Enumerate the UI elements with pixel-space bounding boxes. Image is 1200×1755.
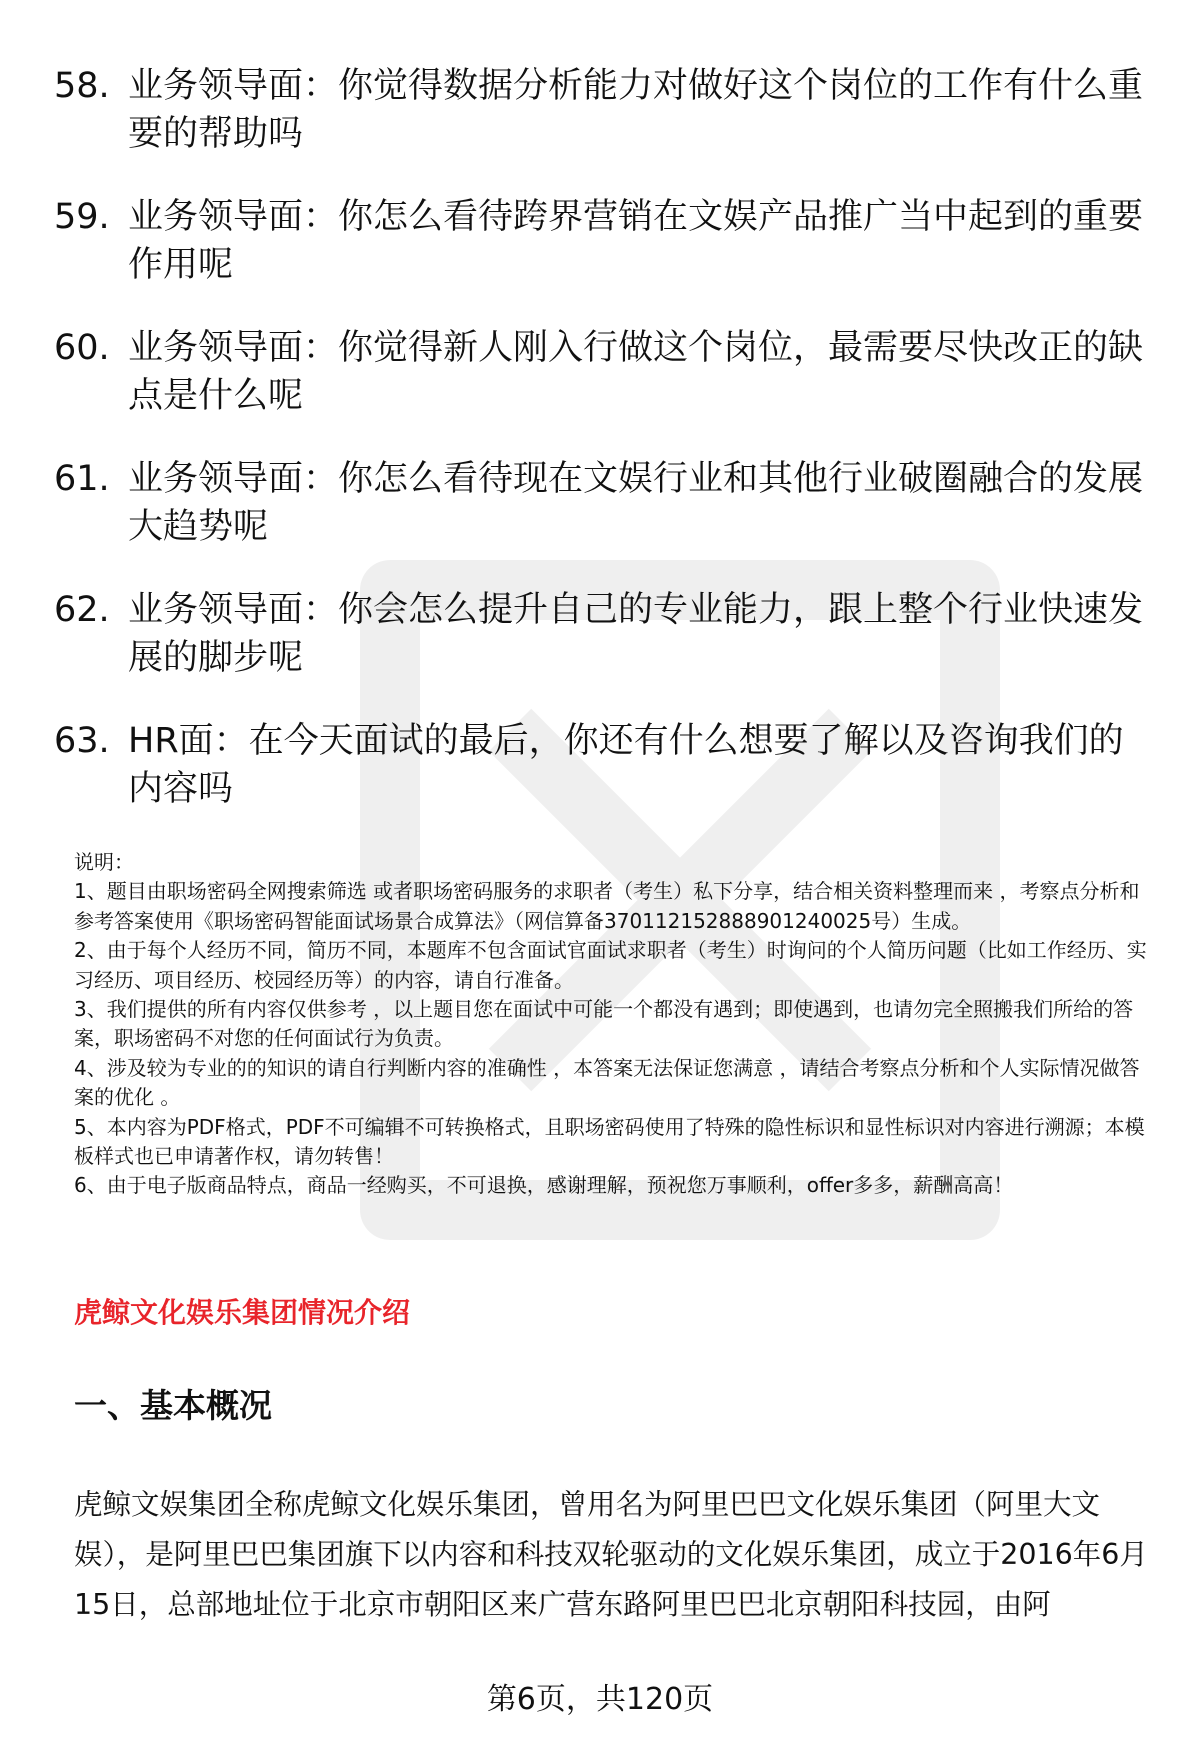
body-paragraph: 虎鲸文娱集团全称虎鲸文化娱乐集团，曾用名为阿里巴巴文化娱乐集团（阿里大文娱），是阿里巴巴集团旗下以内容和科技双轮驱动的文化娱乐集团，成立于2016年6月15日，总部地址位于北京市朝阳区来广营东路阿里巴巴北京朝阳科技园，由阿 xyxy=(74,1488,1148,1621)
question-text: 业务领导面：你觉得数据分析能力对做好这个岗位的工作有什么重要的帮助吗 xyxy=(128,66,1144,154)
question-number: 58. xyxy=(54,66,110,106)
note-item: 2、由于每个人经历不同，简历不同，本题库不包含面试官面试求职者（考生）时询问的个人简历问题（比如工作经历、实习经历、项目经历、校园经历等）的内容，请自行准备。 xyxy=(74,938,1147,992)
question-item xyxy=(54,455,1154,551)
notes-title: 说明： xyxy=(74,850,134,874)
question-number: 63. xyxy=(54,721,110,761)
question-text: 业务领导面：你怎么看待现在文娱行业和其他行业破圈融合的发展大趋势呢 xyxy=(128,459,1144,547)
note-item: 4、涉及较为专业的的知识的请自行判断内容的准确性 ，本答案无法保证您满意 ，请结合考察点分析和个人实际情况做答案的优化 。 xyxy=(74,1055,1140,1110)
question-text: 业务领导面：你觉得新人刚入行做这个岗位，最需要尽快改正的缺点是什么呢 xyxy=(128,328,1144,416)
company-intro-title: 虎鲸文化娱乐集团情况介绍 xyxy=(74,1296,411,1329)
question-number: 62. xyxy=(54,590,110,630)
question-text: 业务领导面：你怎么看待跨界营销在文娱产品推广当中起到的重要作用呢 xyxy=(128,197,1144,285)
question-text: 业务领导面：你会怎么提升自己的专业能力，跟上整个行业快速发展的脚步呢 xyxy=(128,590,1144,678)
question-number: 61. xyxy=(54,459,110,499)
note-item: 1、题目由职场密码全网搜索筛选 或者职场密码服务的求职者（考生）私下分享，结合相关资料整理而来 ，考察点分析和参考答案使用《职场密码智能面试场景合成算法》（网信算备370112152888901240025号）生成。 xyxy=(74,879,1140,933)
question-text: HR面：在今天面试的最后，你还有什么想要了解以及咨询我们的内容吗 xyxy=(128,721,1124,809)
note-item: 6、由于电子版商品特点，商品一经购买，不可退换，感谢理解，预祝您万事顺利，offer多多，薪酬高高！ xyxy=(74,1173,1014,1198)
question-item xyxy=(54,717,1154,813)
question-item xyxy=(54,62,1154,158)
question-number: 60. xyxy=(54,328,110,368)
question-number: 59. xyxy=(54,197,110,237)
page-footer: 第6页，共120页 xyxy=(486,1682,714,1717)
question-item xyxy=(54,193,1154,289)
question-item xyxy=(54,324,1154,420)
question-list xyxy=(54,62,1154,848)
note-item: 5、本内容为PDF格式，PDF不可编辑不可转换格式，且职场密码使用了特殊的隐性标识和显性标识对内容进行溯源；本模板样式也已申请著作权，请勿转售！ xyxy=(74,1114,1145,1169)
question-item xyxy=(54,586,1154,682)
section-heading: 一、基本概况 xyxy=(74,1386,272,1425)
note-item: 3、我们提供的所有内容仅供参考 ，以上题目您在面试中可能一个都没有遇到；即使遇到，也请勿完全照搬我们所给的答案，职场密码不对您的任何面试行为负责。 xyxy=(74,997,1134,1051)
disclaimer-notes xyxy=(74,848,1154,1201)
